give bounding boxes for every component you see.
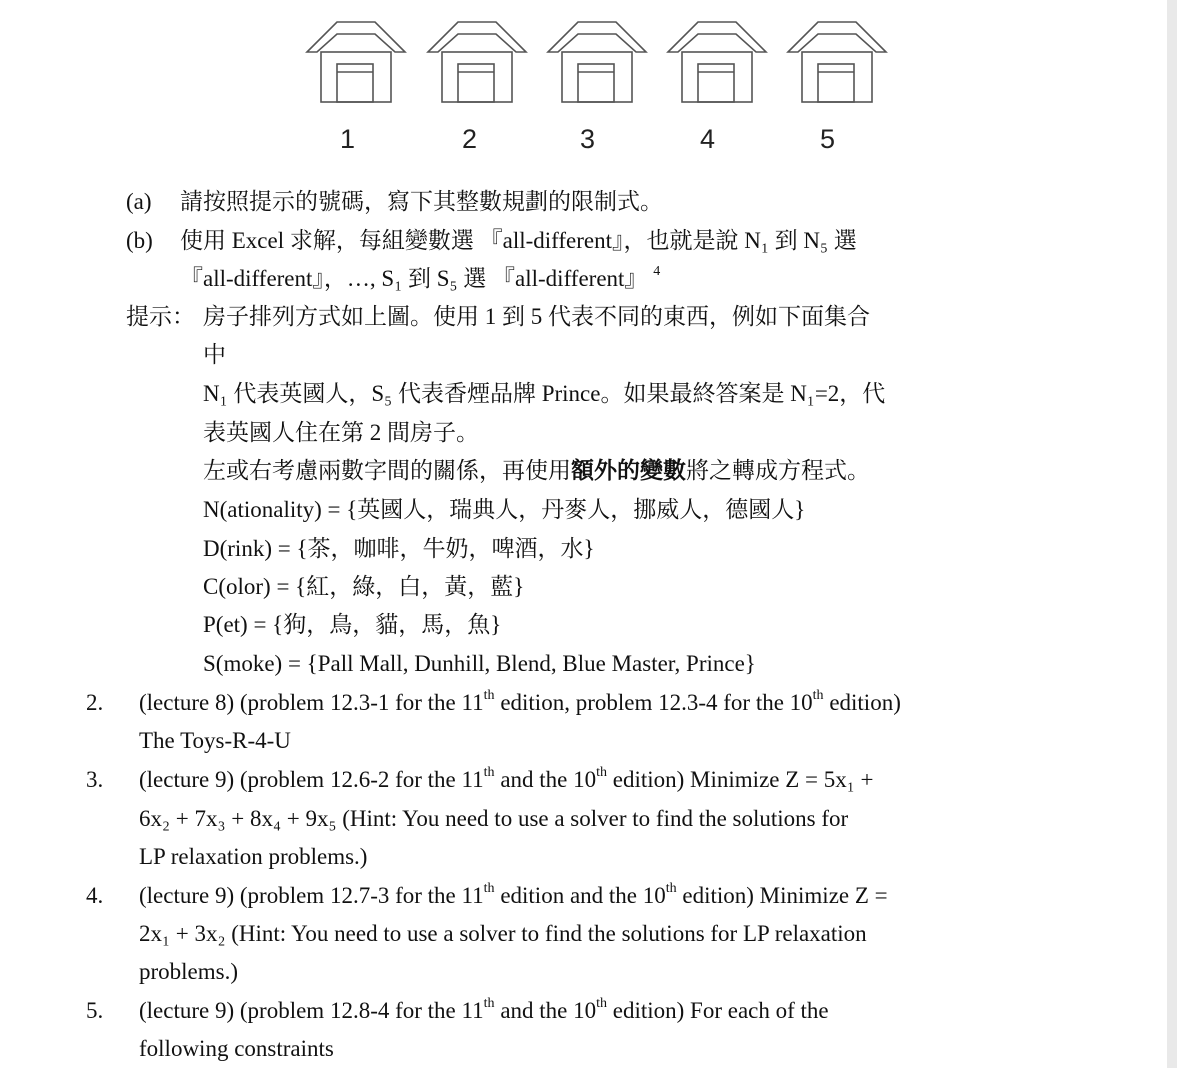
hint-line-4: 表英國人住在第 2 間房子。 (203, 420, 479, 445)
problem-3-line-3: LP relaxation problems.) (139, 844, 368, 869)
house-4 (668, 22, 766, 102)
hint-line-3: N₁ 代表英國人，S₅ 代表香煙品牌 Prince。如果最終答案是 N₁=2，代 (203, 381, 886, 406)
hint-label: 提示： (126, 304, 195, 329)
problem-4-line-2: 2x₁ + 3x₂ (Hint: You need to use a solver to find the solutions for LP relaxation (139, 921, 867, 946)
part-a-label: (a) (126, 189, 152, 214)
problem-5-line-2: following constraints (139, 1036, 334, 1061)
hint-line-2: 中 (203, 342, 226, 367)
set-smoke: S(moke) = {Pall Mall, Dunhill, Blend, Blue Master, Prince} (203, 651, 756, 676)
house-label-2: 2 (462, 124, 478, 154)
problem-4-line-3: problems.) (139, 959, 239, 984)
house-label-4: 4 (700, 124, 716, 154)
house-3 (548, 22, 646, 102)
problem-2-line-1: (lecture 8) (problem 12.3-1 for the 11th edition, problem 12.3-4 for the 10th edition) (139, 688, 901, 715)
part-b-label: (b) (126, 228, 153, 253)
part-a-text: 請按照提示的號碼，寫下其整數規劃的限制式。 (180, 189, 663, 214)
house-label-1: 1 (340, 124, 356, 154)
problem-5-number: 5. (86, 998, 104, 1023)
part-b-text-cont: 『all-different』，…, S₁ 到 S₅ 選 『all-different』 $^4$ (180, 264, 661, 291)
house-label-3: 3 (580, 124, 596, 154)
set-color: C(olor) = {紅，綠，白，黃，藍} (203, 574, 525, 599)
problem-3-line-2: 6x₂ + 7x₃ + 8x₄ + 9x₅ (Hint: You need to use a solver to find the solutions for (139, 806, 849, 831)
problem-3-number: 3. (86, 767, 104, 792)
house-1 (307, 22, 405, 102)
problem-2-number: 2. (86, 690, 104, 715)
problem-4-number: 4. (86, 883, 104, 908)
house-5 (788, 22, 886, 102)
hint-line-5: 左或右考慮兩數字間的關係，再使用額外的變數將之轉成方程式。 (203, 458, 870, 483)
house-label-5: 5 (820, 124, 836, 154)
hint-line-1: 房子排列方式如上圖。使用 1 到 5 代表不同的東西，例如下面集合 (203, 304, 870, 329)
problem-5-line-1: (lecture 9) (problem 12.8-4 for the 11th and the 10th edition) For each of the (139, 996, 829, 1023)
problem-3-line-1: (lecture 9) (problem 12.6-2 for the 11th and the 10th edition) Minimize Z = 5x₁ + (139, 765, 874, 792)
extra-variables-emphasis: 額外的變數 (571, 458, 686, 483)
set-nationality: N(ationality) = {英國人，瑞典人，丹麥人，挪威人，德國人} (203, 497, 806, 522)
problem-4-line-1: (lecture 9) (problem 12.7-3 for the 11th edition and the 10th edition) Minimize Z = (139, 881, 888, 908)
part-b-text: 使用 Excel 求解，每組變數選 『all-different』，也就是說 N₁ 到 N₅ 選 (180, 228, 857, 253)
problem-2-line-2: The Toys-R-4-U (139, 728, 291, 753)
set-drink: D(rink) = {茶，咖啡，牛奶，啤酒，水} (203, 536, 595, 561)
house-2 (428, 22, 526, 102)
houses-figure (0, 0, 1177, 175)
footnote-marker[interactable]: 4 (653, 264, 661, 280)
set-pet: P(et) = {狗，鳥，貓，馬，魚} (203, 612, 502, 637)
